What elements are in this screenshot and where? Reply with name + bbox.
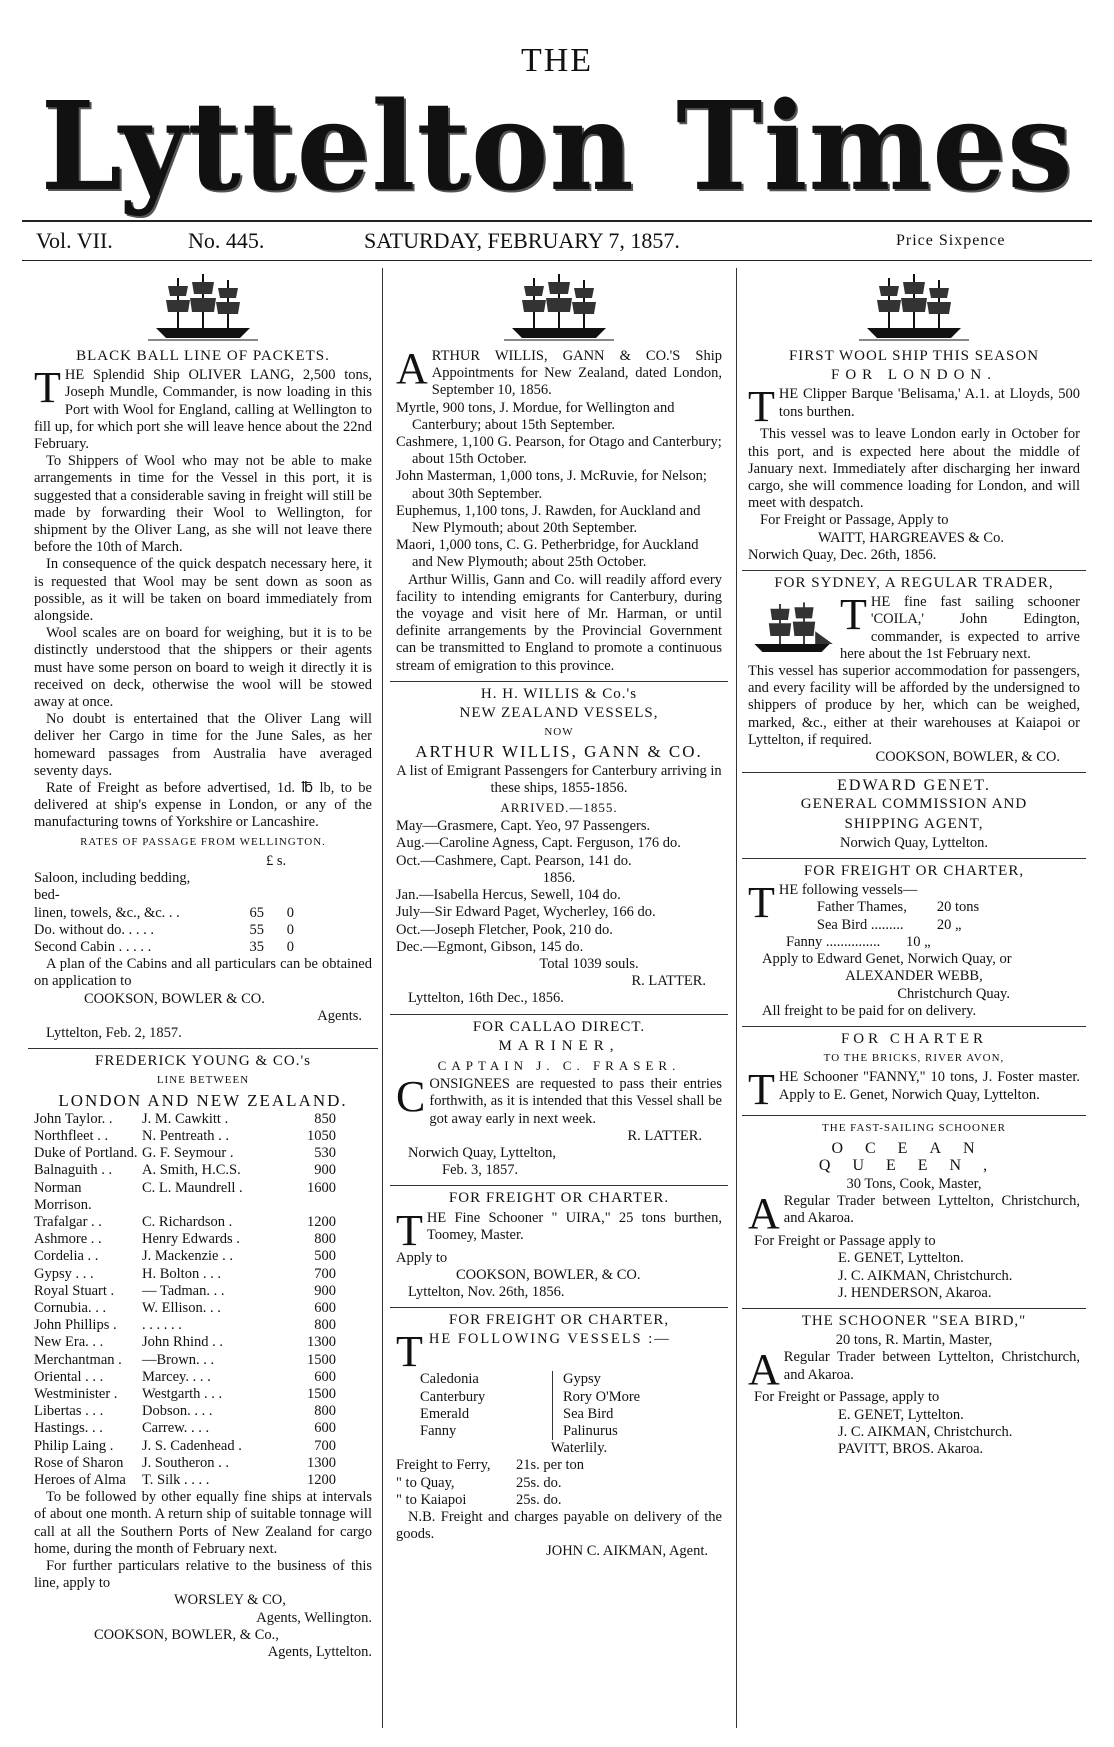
- fleet-row: [34, 1386, 372, 1403]
- appointments-list: [396, 400, 722, 572]
- fc-vessel-row: [779, 917, 1080, 934]
- ad-arthur-willis: [390, 268, 728, 682]
- volume: Vol. VII.: [36, 228, 113, 253]
- fleet-ship: Libertas . . .: [34, 1403, 104, 1420]
- arrivals-1856: [396, 887, 722, 956]
- fleet-ship: Balnaguith . .: [34, 1162, 113, 1179]
- fleet-master: Marcey. . . .: [142, 1368, 211, 1385]
- fw-text: HE Clipper Barque 'Belisama,' A.1. at Lloyds, 500 tons burthen.: [778, 386, 1080, 420]
- agent-name: COOKSON, BOWLER & CO.: [84, 990, 265, 1007]
- fleet-master: J. S. Cadenhead .: [142, 1437, 242, 1454]
- fleet-row: [34, 1334, 372, 1351]
- fw-text: For Freight or Passage, Apply to: [760, 512, 949, 529]
- agent-name: E. GENET, Lyttelton.: [838, 1250, 964, 1267]
- agent-name: J. C. AIKMAN, Christchurch.: [838, 1267, 1013, 1284]
- fc-vessel-name: Father Thames,: [816, 899, 907, 916]
- hh-firm: ARTHUR WILLIS, GANN & CO.: [415, 742, 703, 762]
- black-ball-heading: BLACK BALL LINE OF PACKETS.: [76, 348, 330, 364]
- fleet-tons: 600: [314, 1368, 336, 1385]
- dateline-rule: [22, 260, 1092, 261]
- issue-date: SATURDAY, FEBRUARY 7, 1857.: [364, 228, 680, 253]
- sydney-text: This vessel has superior accommodation for passengers, and every facility will be afforded by the undersigned to shippers of produce by her, which can be weighed, marked, &c., either at their warehouses at Kaiapoi or Lyttelton, if required.: [748, 663, 1080, 748]
- agent-name: E. GENET, Lyttelton.: [838, 1406, 964, 1423]
- callao-ship: MARINER,: [498, 1037, 620, 1054]
- column-2: [390, 268, 728, 1567]
- arrivals-1855: [396, 818, 722, 870]
- ad-edward-genet: [742, 773, 1086, 859]
- genet-line: SHIPPING AGENT,: [844, 815, 984, 832]
- fleet-master: Henry Edwards .: [142, 1231, 240, 1248]
- ad-callao: [390, 1015, 728, 1187]
- hh-arrived: ARRIVED.—1855.: [500, 800, 618, 816]
- rate-class: Second Cabin . . . . .: [34, 938, 152, 955]
- masthead-the: THE: [520, 42, 594, 79]
- fleet-row: [34, 1180, 372, 1214]
- oq-heading: THE FAST-SAILING SCHOONER: [822, 1122, 1006, 1135]
- fleet-ship: Gypsy . . .: [34, 1265, 94, 1282]
- fleet-row: [34, 1300, 372, 1317]
- fleet-master: C. Richardson .: [142, 1213, 233, 1230]
- aw-text: RTHUR WILLIS, GANN & CO.'S Ship Appointments for New Zealand, dated London, September 10, 1856.: [431, 348, 722, 399]
- fleet-tons: 530: [314, 1145, 336, 1162]
- drop-cap: T: [748, 878, 775, 928]
- oq-text: Regular Trader between Lyttelton, Christchurch, and Akaroa.: [783, 1193, 1080, 1227]
- drop-cap: T: [396, 1205, 423, 1255]
- rate-class: linen, towels, &c., &c. . .: [34, 904, 180, 921]
- aw-text: Arthur Willis, Gann and Co. will readily afford every facility to intending emigrants for Canterbury, during the voyage and visit here of Mr. Harman, or until definite arrangements by the Provincial Government can be transmitted to England to promote a continuous stream of emigration to this province.: [396, 571, 722, 674]
- fleet-tons: 700: [314, 1265, 336, 1282]
- fc-apply: Apply to Edward Genet, Norwich Quay, or: [762, 951, 1012, 968]
- rate-shillings: 0: [286, 921, 294, 938]
- black-ball-text: A plan of the Cabins and all particulars can be obtained on application to: [34, 956, 372, 990]
- callao-address: Norwich Quay, Lyttelton,: [408, 1144, 557, 1161]
- fleet-tons: 1050: [307, 1127, 336, 1144]
- ad-following-vessels: [390, 1308, 728, 1566]
- rates-heading: RATES OF PASSAGE FROM WELLINGTON.: [80, 835, 326, 848]
- fw-heading: FIRST WOOL SHIP THIS SEASON: [788, 348, 1040, 364]
- drop-cap: T: [396, 1327, 425, 1377]
- fleet-tons: 700: [314, 1437, 336, 1454]
- column-divider: [736, 268, 737, 1728]
- fleet-row: [34, 1266, 372, 1283]
- fv-note: N.B. Freight and charges payable on delivery of the goods.: [396, 1508, 722, 1543]
- fleet-tons: 1500: [307, 1385, 336, 1402]
- fc-vessel-name: Sea Bird .........: [816, 916, 904, 933]
- masthead-title: Lyttelton Times: [40, 75, 1074, 219]
- hh-heading: H. H. WILLIS & Co.'s: [480, 685, 638, 702]
- ad-first-wool-ship: [742, 268, 1086, 571]
- callao-signature: R. LATTER.: [627, 1127, 702, 1144]
- charter-subheading: TO THE BRICKS, RIVER AVON,: [823, 1052, 1005, 1065]
- price: Price Sixpence: [896, 232, 1006, 249]
- fc-vessel-row: [748, 934, 1080, 951]
- black-ball-text: HE Splendid Ship OLIVER LANG, 2,500 tons, Joseph Mundle, Commander, is now loading in this Port with Wool for England, calling at Wellington to fill up, for which port she will leave hence about the 22nd February.: [34, 367, 372, 453]
- fy-text: To be followed by other equally fine ships at intervals of about one month. A return ship of suitable tonnage will call at all the Southern Ports of New Zealand for cargo home, during the month of February next.: [34, 1489, 372, 1557]
- ad-sydney-trader: [742, 571, 1086, 773]
- fleet-ship: Hastings. . .: [34, 1420, 103, 1437]
- freight-rates: [396, 1457, 722, 1509]
- fleet-ship: Cordelia . .: [34, 1248, 99, 1265]
- fleet-master: T. Silk . . . .: [142, 1472, 210, 1488]
- fleet-master: W. Ellison. . .: [142, 1299, 221, 1316]
- fleet-row: [34, 1472, 372, 1489]
- agent-name: PAVITT, BROS. Akaroa.: [838, 1440, 984, 1457]
- agent-label: Christchurch Quay.: [897, 985, 1010, 1002]
- fleet-ship: Ashmore . .: [34, 1231, 102, 1248]
- agent-name: WORSLEY & CO,: [174, 1592, 286, 1609]
- agent-name: J. HENDERSON, Akaroa.: [838, 1284, 992, 1301]
- fc-note: All freight to be paid for on delivery.: [762, 1002, 977, 1019]
- hh-signature: R. LATTER.: [631, 973, 706, 990]
- black-ball-text: In consequence of the quick despatch necessary here, it is requested that Wool may be sent down as soon as possible, as it will be taken on board immediately from alongside.: [34, 556, 372, 625]
- fleet-master: C. L. Maundrell .: [142, 1179, 243, 1196]
- fv-signature: JOHN C. AIKMAN, Agent.: [546, 1543, 708, 1560]
- fleet-ship: John Taylor. .: [34, 1110, 113, 1127]
- fy-heading: FREDERICK YOUNG & CO.'s: [95, 1053, 311, 1070]
- freight-destination: " to Quay,: [396, 1474, 455, 1491]
- freight-price: 21s. per ton: [516, 1457, 585, 1474]
- vessel-list: [420, 1371, 722, 1440]
- drop-cap: T: [34, 363, 61, 413]
- vessel-name: Gypsy: [563, 1371, 601, 1388]
- genet-address: Norwich Quay, Lyttelton.: [839, 834, 989, 851]
- fw-subheading: FOR LONDON.: [830, 367, 997, 384]
- fleet-row: [34, 1455, 372, 1472]
- issue-number: No. 445.: [188, 228, 265, 253]
- fleet-tons: 800: [314, 1317, 336, 1334]
- fy-route: LONDON AND NEW ZEALAND.: [58, 1090, 348, 1110]
- ad-date: Lyttelton, Feb. 2, 1857.: [46, 1024, 182, 1041]
- callao-heading: FOR CALLAO DIRECT.: [472, 1018, 646, 1035]
- freight-destination: Freight to Ferry,: [396, 1457, 491, 1474]
- rate-pounds: [204, 870, 264, 904]
- appointment-item: John Masterman, 1,000 tons, J. McRuvie, for Nelson; about 30th September.: [396, 468, 707, 502]
- fleet-ship: Rose of Sharon: [34, 1454, 124, 1471]
- freight-destination: " to Kaiapoi: [396, 1491, 467, 1508]
- fc-vessel-row: [779, 899, 1080, 916]
- ad-sea-bird: [742, 1309, 1086, 1464]
- genet-name: EDWARD GENET.: [837, 777, 991, 795]
- column-3: [742, 268, 1086, 1464]
- fleet-master: . . . . . .: [142, 1317, 182, 1334]
- black-ball-text: No doubt is entertained that the Oliver Lang will deliver her Cargo in time for the June Sales, as her homeward passages from Australia have averaged seventy days.: [34, 711, 372, 779]
- ad-date: Lyttelton, 16th Dec., 1856.: [408, 990, 564, 1007]
- fleet-tons: 1300: [307, 1454, 336, 1471]
- ad-uira: [390, 1186, 728, 1308]
- hh-now: NOW: [544, 726, 574, 739]
- ship-icon: [504, 272, 614, 344]
- agent-name: WAITT, HARGREAVES & Co.: [818, 529, 1004, 546]
- fleet-ship: Northfleet . .: [34, 1127, 109, 1144]
- uira-heading: FOR FREIGHT OR CHARTER.: [448, 1190, 670, 1207]
- fleet-row: [34, 1317, 372, 1334]
- rate-row: [34, 905, 372, 922]
- fc-vessel-tons: 20 „: [936, 916, 962, 933]
- rate-row: [34, 870, 372, 904]
- column-1: [28, 268, 378, 1667]
- vessel-name: Caledonia: [420, 1371, 479, 1388]
- rate-shillings: [264, 870, 294, 904]
- rate-row: [34, 922, 372, 939]
- freight-price: 25s. do.: [516, 1474, 562, 1491]
- rates-table: [34, 870, 372, 956]
- ad-date: Feb. 3, 1857.: [442, 1162, 519, 1179]
- fleet-tons: 850: [314, 1110, 336, 1127]
- agent-name: COOKSON, BOWLER, & CO.: [875, 749, 1060, 766]
- fc-text: HE following vessels—: [778, 882, 918, 899]
- fleet-master: A. Smith, H.C.S.: [142, 1162, 241, 1179]
- drop-cap: T: [748, 1065, 775, 1115]
- sb-text: For Freight or Passage, apply to: [754, 1389, 940, 1406]
- fleet-tons: 1600: [307, 1179, 336, 1196]
- fleet-master: J. Mackenzie . .: [142, 1248, 233, 1265]
- vessel-name: Palinurus: [563, 1422, 618, 1439]
- rate-class: Do. without do. . . . .: [34, 921, 155, 938]
- fv-text: HE FOLLOWING VESSELS :—: [428, 1331, 671, 1348]
- hh-list-heading: A list of Emigrant Passengers for Canterbury arriving in these ships, 1855-1856.: [396, 762, 722, 796]
- vessel-last: Waterlily.: [550, 1440, 608, 1457]
- fy-text: For further particulars relative to the business of this line, apply to: [34, 1558, 372, 1592]
- fc-vessel-list: [748, 899, 1080, 951]
- drop-cap: T: [840, 590, 867, 640]
- fleet-ship: New Era. . .: [34, 1334, 104, 1351]
- drop-cap: A: [748, 1345, 780, 1395]
- fleet-tons: 1300: [307, 1334, 336, 1351]
- arrival-item: Jan.—Isabella Hercus, Sewell, 104 do.: [396, 887, 621, 904]
- rate-pounds: 55: [249, 921, 264, 938]
- fleet-row: [34, 1145, 372, 1162]
- fleet-row: [34, 1111, 372, 1128]
- fleet-ship: Duke of Portland.: [34, 1145, 138, 1162]
- rate-shillings: 0: [286, 938, 294, 955]
- black-ball-text: To Shippers of Wool who may not be able to make arrangements in time for the Vessel in this port, it is suggested that a considerable saving in freight will still be made by forwarding their Wool to Wellington, for shipment by the Oliver Lang, as she will not leave there before the 10th of March.: [34, 453, 372, 556]
- oq-subheading: 30 Tons, Cook, Master,: [846, 1175, 982, 1192]
- freight-rate-row: [396, 1475, 722, 1492]
- vessel-name: Emerald: [420, 1405, 470, 1422]
- fleet-tons: 1200: [307, 1472, 336, 1488]
- fleet-master: Carrew. . . .: [142, 1420, 210, 1437]
- fleet-master: Westgarth . . .: [142, 1385, 223, 1402]
- fleet-row: [34, 1214, 372, 1231]
- fleet-master: John Rhind . .: [142, 1334, 223, 1351]
- arrival-item: Dec.—Egmont, Gibson, 145 do.: [396, 938, 584, 955]
- ad-frederick-young: [28, 1049, 378, 1667]
- fw-text: This vessel was to leave London early in October for this port, and is expected here about the middle of January next. Immediately after discharging her inward cargo, she will commence loading for London, and will meet with despatch.: [748, 426, 1080, 512]
- fleet-row: [34, 1162, 372, 1179]
- fleet-ship: Heroes of Alma: [34, 1472, 126, 1488]
- fleet-ship: Trafalgar . .: [34, 1213, 102, 1230]
- oq-text: For Freight or Passage apply to: [754, 1233, 936, 1250]
- drop-cap: A: [396, 344, 428, 393]
- appointment-item: Cashmere, 1,100 G. Pearson, for Otago and Canterbury; about 15th October.: [396, 434, 722, 468]
- fleet-row: [34, 1403, 372, 1420]
- agent-label: Agents, Lyttelton.: [267, 1644, 372, 1661]
- fleet-ship: Oriental . . .: [34, 1368, 104, 1385]
- charter-heading: FOR CHARTER: [840, 1030, 988, 1047]
- fy-subheading: LINE BETWEEN: [156, 1074, 250, 1087]
- fleet-tons: 800: [314, 1403, 336, 1420]
- appointment-item: Euphemus, 1,100 tons, J. Rawden, for Auckland and New Plymouth; about 20th September.: [396, 502, 701, 537]
- rate-class: Saloon, including bedding, bed-: [34, 870, 191, 904]
- fc-vessel-tons: 20 tons: [936, 899, 980, 916]
- agent-name: COOKSON, BOWLER, & CO.: [456, 1266, 641, 1283]
- black-ball-text: Wool scales are on board for weighing, but it is to be distinctly understood that the shippers or their agents must have some person on board to weigh it directly it is received on deck, otherwise the wool will be stowed away at once.: [34, 625, 372, 711]
- freight-rate-row: [396, 1457, 722, 1474]
- fleet-ship: Cornubia. . .: [34, 1299, 107, 1316]
- column-divider: [382, 268, 383, 1728]
- rates-currency: £ s.: [266, 852, 287, 869]
- drop-cap: A: [748, 1189, 780, 1239]
- freight-price: 25s. do.: [516, 1491, 562, 1508]
- ad-hh-willis: [390, 682, 728, 1015]
- sb-text: Regular Trader between Lyttelton, Christchurch, and Akaroa.: [783, 1349, 1080, 1383]
- fleet-tons: 900: [314, 1162, 336, 1179]
- callao-captain: CAPTAIN J. C. FRASER.: [437, 1057, 681, 1073]
- fleet-row: [34, 1283, 372, 1300]
- ad-freight-charter-genet: [742, 859, 1086, 1027]
- fleet-ship: Norman Morrison.: [34, 1179, 92, 1213]
- arrival-item: May—Grasmere, Capt. Yeo, 97 Passengers.: [396, 818, 651, 835]
- ad-date: Lyttelton, Nov. 26th, 1856.: [408, 1283, 565, 1300]
- ad-date: Norwich Quay, Dec. 26th, 1856.: [748, 546, 937, 563]
- fleet-master: H. Bolton . . .: [142, 1265, 221, 1282]
- fleet-tons: 1500: [307, 1351, 336, 1368]
- agent-label: Agents, Wellington.: [256, 1609, 372, 1626]
- fleet-master: J. Southeron . .: [142, 1454, 229, 1471]
- uira-apply: Apply to: [396, 1249, 448, 1266]
- sb-subheading: 20 tons, R. Martin, Master,: [835, 1332, 993, 1349]
- fc-vessel-name: Fanny ...............: [786, 933, 881, 950]
- fleet-tons: 800: [314, 1231, 336, 1248]
- rate-pounds: 35: [249, 938, 264, 955]
- charter-text: HE Schooner "FANNY," 10 tons, J. Foster master. Apply to E. Genet, Norwich Quay, Lyttelton.: [778, 1069, 1080, 1103]
- fleet-row: [34, 1369, 372, 1386]
- arrival-item: July—Sir Edward Paget, Wycherley, 166 do.: [396, 904, 656, 921]
- rate-row: [34, 939, 372, 956]
- sb-heading: THE SCHOONER "SEA BIRD,": [801, 1312, 1027, 1329]
- hh-total: Total 1039 souls.: [539, 955, 639, 972]
- ad-black-ball-line: [28, 268, 378, 1049]
- dateline: [22, 228, 1092, 258]
- fleet-ship: Royal Stuart .: [34, 1282, 115, 1299]
- fleet-table: [34, 1111, 372, 1489]
- drop-cap: C: [396, 1072, 426, 1122]
- arrival-item: Aug.—Caroline Agness, Capt. Ferguson, 176 do.: [396, 835, 681, 852]
- agent-name: J. C. AIKMAN, Christchurch.: [838, 1423, 1013, 1440]
- fv-heading: FOR FREIGHT OR CHARTER,: [448, 1312, 670, 1329]
- fleet-tons: 600: [314, 1299, 336, 1316]
- fleet-ship: Philip Laing .: [34, 1437, 114, 1454]
- appointment-item: Maori, 1,000 tons, C. G. Petherbridge, for Auckland and New Plymouth; about 25th October.: [396, 537, 699, 571]
- arrival-item: Oct.—Joseph Fletcher, Pook, 210 do.: [396, 921, 613, 938]
- sydney-heading: FOR SYDNEY, A REGULAR TRADER,: [774, 575, 1054, 592]
- callao-text: ONSIGNEES are requested to pass their entries forthwith, as it is intended that this Vessel shall be got away early in next week.: [429, 1076, 722, 1127]
- black-ball-text: Rate of Freight as before advertised, 1d. ℔ lb, to be delivered at ship's expense in London, or any of the manufacturing towns of Yorkshire or Lancashire.: [34, 780, 372, 831]
- rate-pounds: 65: [249, 904, 264, 921]
- fleet-row: [34, 1438, 372, 1455]
- ship-icon: [148, 272, 258, 344]
- hh-subheading: NEW ZEALAND VESSELS,: [459, 705, 659, 722]
- fleet-row: [34, 1248, 372, 1265]
- genet-line: GENERAL COMMISSION AND: [800, 796, 1028, 813]
- vessel-name: Fanny: [420, 1422, 457, 1439]
- fleet-master: J. M. Cawkitt .: [142, 1110, 229, 1127]
- uira-text: HE Fine Schooner " UIRA," 25 tons burthen, Toomey, Master.: [426, 1209, 722, 1243]
- fleet-master: N. Pentreath . .: [142, 1127, 229, 1144]
- fc-vessel-tons: 10 „: [906, 933, 931, 950]
- vessel-list-left: [420, 1371, 553, 1440]
- fleet-ship: Westminister .: [34, 1385, 118, 1402]
- agent-label: Agents.: [317, 1007, 362, 1024]
- fleet-tons: 600: [314, 1420, 336, 1437]
- fleet-master: —Brown. . .: [142, 1351, 215, 1368]
- fleet-master: G. F. Seymour .: [142, 1145, 234, 1162]
- freight-rate-row: [396, 1492, 722, 1509]
- fleet-ship: John Phillips .: [34, 1317, 117, 1334]
- fleet-row: [34, 1352, 372, 1369]
- fleet-row: [34, 1231, 372, 1248]
- schooner-icon: [748, 596, 836, 660]
- drop-cap: T: [748, 382, 775, 432]
- fleet-tons: 500: [314, 1248, 336, 1265]
- vessel-name: Rory O'More: [563, 1388, 641, 1405]
- fc-heading: FOR FREIGHT OR CHARTER,: [803, 863, 1025, 880]
- vessel-list-right: [553, 1371, 640, 1440]
- sydney-text: HE fine fast sailing schooner 'COILA,' John Edington, commander, is expected to arrive here about the 1st February next.: [840, 594, 1080, 662]
- agent-name: COOKSON, BOWLER, & Co.,: [94, 1626, 279, 1643]
- agent-name: ALEXANDER WEBB,: [845, 968, 983, 985]
- ad-ocean-queen: [742, 1116, 1086, 1309]
- fleet-ship: Merchantman .: [34, 1351, 122, 1368]
- fleet-tons: 900: [314, 1282, 336, 1299]
- vessel-name: Canterbury: [420, 1388, 486, 1405]
- rate-shillings: 0: [286, 904, 294, 921]
- fleet-tons: 1200: [307, 1213, 336, 1230]
- fleet-row: [34, 1128, 372, 1145]
- fleet-master: Dobson. . . .: [142, 1403, 213, 1420]
- appointment-item: Myrtle, 900 tons, J. Mordue, for Wellington and Canterbury; about 15th September.: [396, 399, 675, 433]
- vessel-name: Sea Bird: [563, 1405, 614, 1422]
- ad-charter-fanny: [742, 1027, 1086, 1116]
- fleet-row: [34, 1420, 372, 1437]
- oq-name: OCEAN QUEEN,: [818, 1139, 1010, 1174]
- masthead-rule: [22, 220, 1092, 222]
- arrival-item: Oct.—Cashmere, Capt. Pearson, 141 do.: [396, 852, 632, 869]
- hh-year: 1856.: [542, 869, 576, 886]
- fleet-master: — Tadman. . .: [142, 1282, 225, 1299]
- ship-icon: [859, 272, 969, 344]
